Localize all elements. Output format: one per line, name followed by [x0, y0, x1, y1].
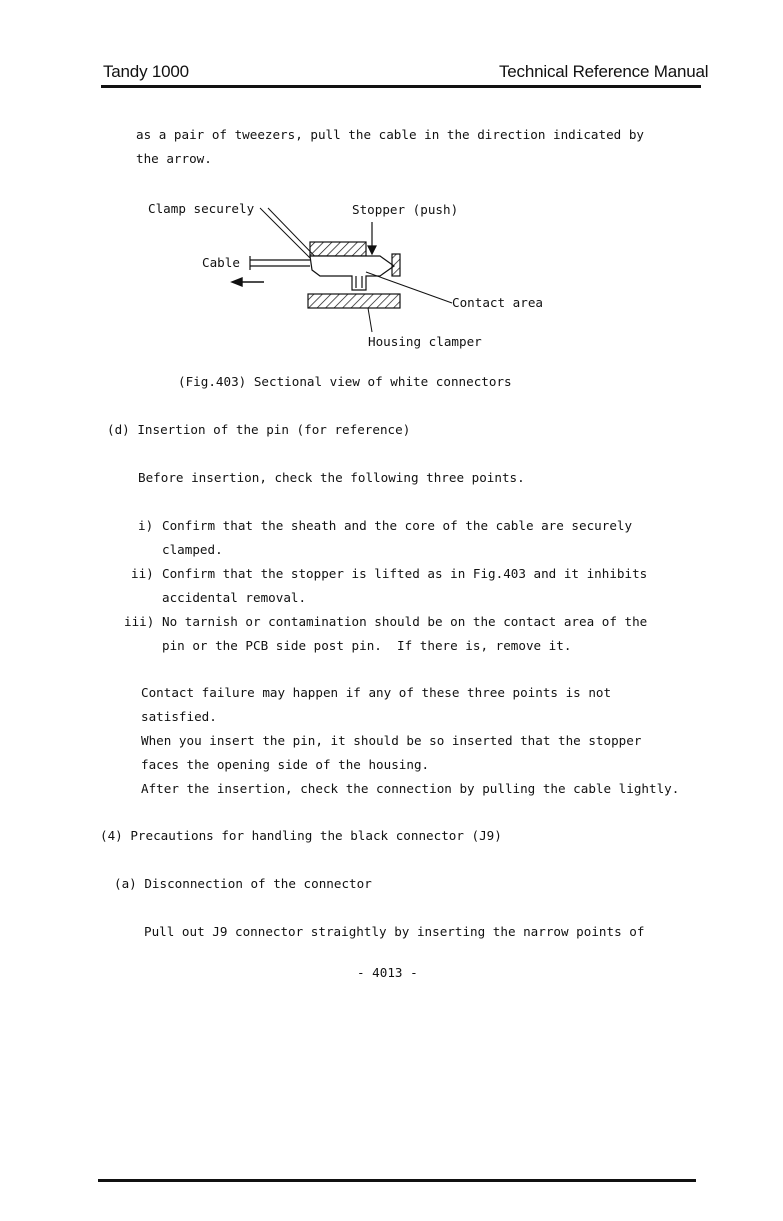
- label-housing-clamper: Housing clamper: [368, 334, 482, 349]
- item-i-line-1: Confirm that the sheath and the core of the cable are securely: [162, 518, 633, 533]
- pull-direction-arrow: [232, 278, 264, 286]
- stopper-tab: [392, 254, 400, 276]
- paragraph-line-1: Contact failure may happen if any of these three points is not: [141, 685, 612, 700]
- item-iii-marker: iii): [124, 614, 155, 629]
- section-4-heading: (4) Precautions for handling the black connector (J9): [100, 828, 502, 843]
- item-ii-marker: ii): [131, 566, 154, 581]
- header-manual-name: Technical Reference Manual: [499, 62, 709, 81]
- item-ii-line-1: Confirm that the stopper is lifted as in Fig.403 and it inhibits: [162, 566, 648, 581]
- item-i-marker: i): [138, 518, 154, 533]
- item-iii-line-1: No tarnish or contamination should be on the contact area of the: [162, 614, 648, 629]
- upper-housing-hatch: [310, 242, 366, 256]
- item-ii-line-2: accidental removal.: [162, 590, 307, 605]
- pin-body: [310, 256, 394, 290]
- page-number: - 4013 -: [357, 965, 418, 980]
- item-iii-line-2: pin or the PCB side post pin. If there is, remove it.: [162, 638, 572, 653]
- paragraph-line-4: faces the opening side of the housing.: [141, 757, 430, 772]
- footer-rule: [98, 1179, 696, 1182]
- label-cable: Cable: [202, 255, 240, 270]
- section-d-lead: Before insertion, check the following three points.: [138, 470, 525, 485]
- section-4a-heading: (a) Disconnection of the connector: [114, 876, 372, 891]
- paragraph-line-2: satisfied.: [141, 709, 217, 724]
- section-4a-body: Pull out J9 connector straightly by inserting the narrow points of: [144, 924, 645, 939]
- housing-clamper-hatch: [308, 294, 400, 308]
- label-clamp-securely: Clamp securely: [148, 201, 255, 216]
- figure-caption: (Fig.403) Sectional view of white connectors: [178, 374, 512, 389]
- connector-sectional-diagram: [140, 196, 570, 356]
- intro-line-2: the arrow.: [136, 151, 212, 166]
- housing-clamper-leader: [368, 308, 372, 332]
- paragraph-line-5: After the insertion, check the connection by pulling the cable lightly.: [141, 781, 680, 796]
- intro-line-1: as a pair of tweezers, pull the cable in the direction indicated by: [136, 127, 644, 142]
- section-d-heading: (d) Insertion of the pin (for reference): [107, 422, 411, 437]
- paragraph-line-3: When you insert the pin, it should be so inserted that the stopper: [141, 733, 642, 748]
- stopper-arrow: [368, 222, 376, 254]
- cable-wire: [250, 256, 310, 270]
- item-i-line-2: clamped.: [162, 542, 223, 557]
- label-stopper: Stopper (push): [352, 202, 459, 217]
- header-rule: [101, 85, 701, 88]
- header-title: Tandy 1000: [103, 62, 189, 81]
- label-contact-area: Contact area: [452, 295, 543, 310]
